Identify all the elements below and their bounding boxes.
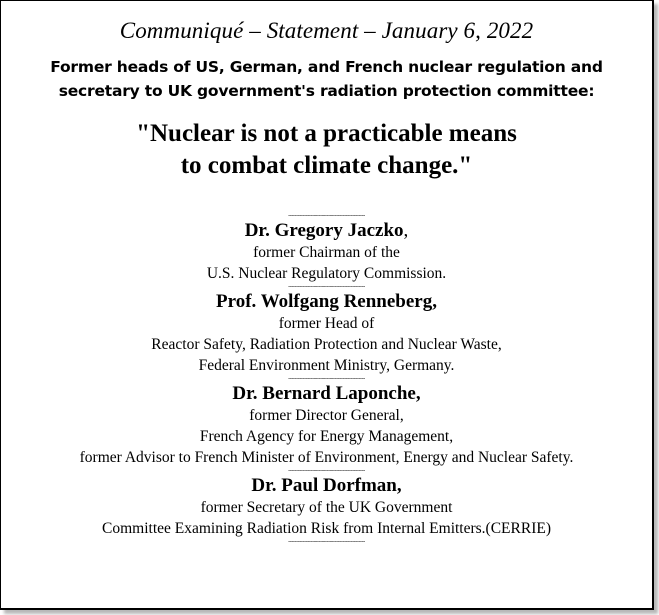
divider: ------------------------------------------------ bbox=[288, 539, 365, 545]
signatory-name bbox=[1, 475, 652, 497]
quote-line-1: "Nuclear is not a practicable means bbox=[136, 120, 517, 147]
signatory-title-line: Committee Examining Radiation Risk from Internal Emitters.(CERRIE) bbox=[102, 520, 551, 537]
signatory-dorfman bbox=[1, 475, 652, 539]
signatory-title-line: Federal Environment Ministry, Germany. bbox=[198, 357, 455, 374]
divider: ------------------------------------------------ bbox=[288, 284, 365, 290]
signatory-title-line: former Chairman of the bbox=[253, 244, 400, 261]
signatory-title-line: French Agency for Energy Management, bbox=[199, 428, 454, 445]
signatory-laponche bbox=[1, 383, 652, 468]
signatory-title-line: former Secretary of the UK Government bbox=[200, 499, 453, 516]
signatory-name bbox=[1, 383, 652, 405]
signatory-name-text: Prof. Wolfgang Renneberg, bbox=[216, 291, 437, 312]
subheading-line-1: Former heads of US, German, and French nuclear regulation and bbox=[50, 58, 603, 76]
signatory-name-text: Dr. Paul Dorfman, bbox=[251, 475, 402, 496]
divider: ------------------------------------------------ bbox=[288, 213, 365, 219]
signatory-title-line: U.S. Nuclear Regulatory Commission. bbox=[206, 265, 447, 282]
signatory-name-text: Dr. Bernard Laponche, bbox=[232, 383, 421, 404]
main-quote bbox=[1, 118, 652, 182]
subheading-line-2: secretary to UK government's radiation protection committee: bbox=[58, 82, 595, 100]
subheading bbox=[1, 55, 652, 103]
signatory-title-line: former Director General, bbox=[249, 407, 404, 424]
signatory-name bbox=[1, 220, 652, 242]
signatory-name-text: Dr. Gregory Jaczko bbox=[244, 220, 404, 241]
signatory-title-line: former Head of bbox=[278, 315, 375, 332]
divider: ------------------------------------------------ bbox=[288, 468, 365, 474]
document-content bbox=[1, 1, 652, 545]
signatory-name bbox=[1, 291, 652, 313]
signatory-title-line: former Advisor to French Minister of Environment, Energy and Nuclear Safety. bbox=[79, 449, 574, 466]
signatory-name-comma: , bbox=[403, 220, 409, 241]
signatory-renneberg bbox=[1, 291, 652, 376]
quote-line-2: to combat climate change." bbox=[180, 152, 473, 179]
signatory-jaczko bbox=[1, 220, 652, 284]
divider: ------------------------------------------------ bbox=[288, 376, 365, 382]
signatory-title-line: Reactor Safety, Radiation Protection and Nuclear Waste, bbox=[151, 336, 502, 353]
communique-headline: Communiqué – Statement – January 6, 2022 bbox=[119, 18, 534, 43]
